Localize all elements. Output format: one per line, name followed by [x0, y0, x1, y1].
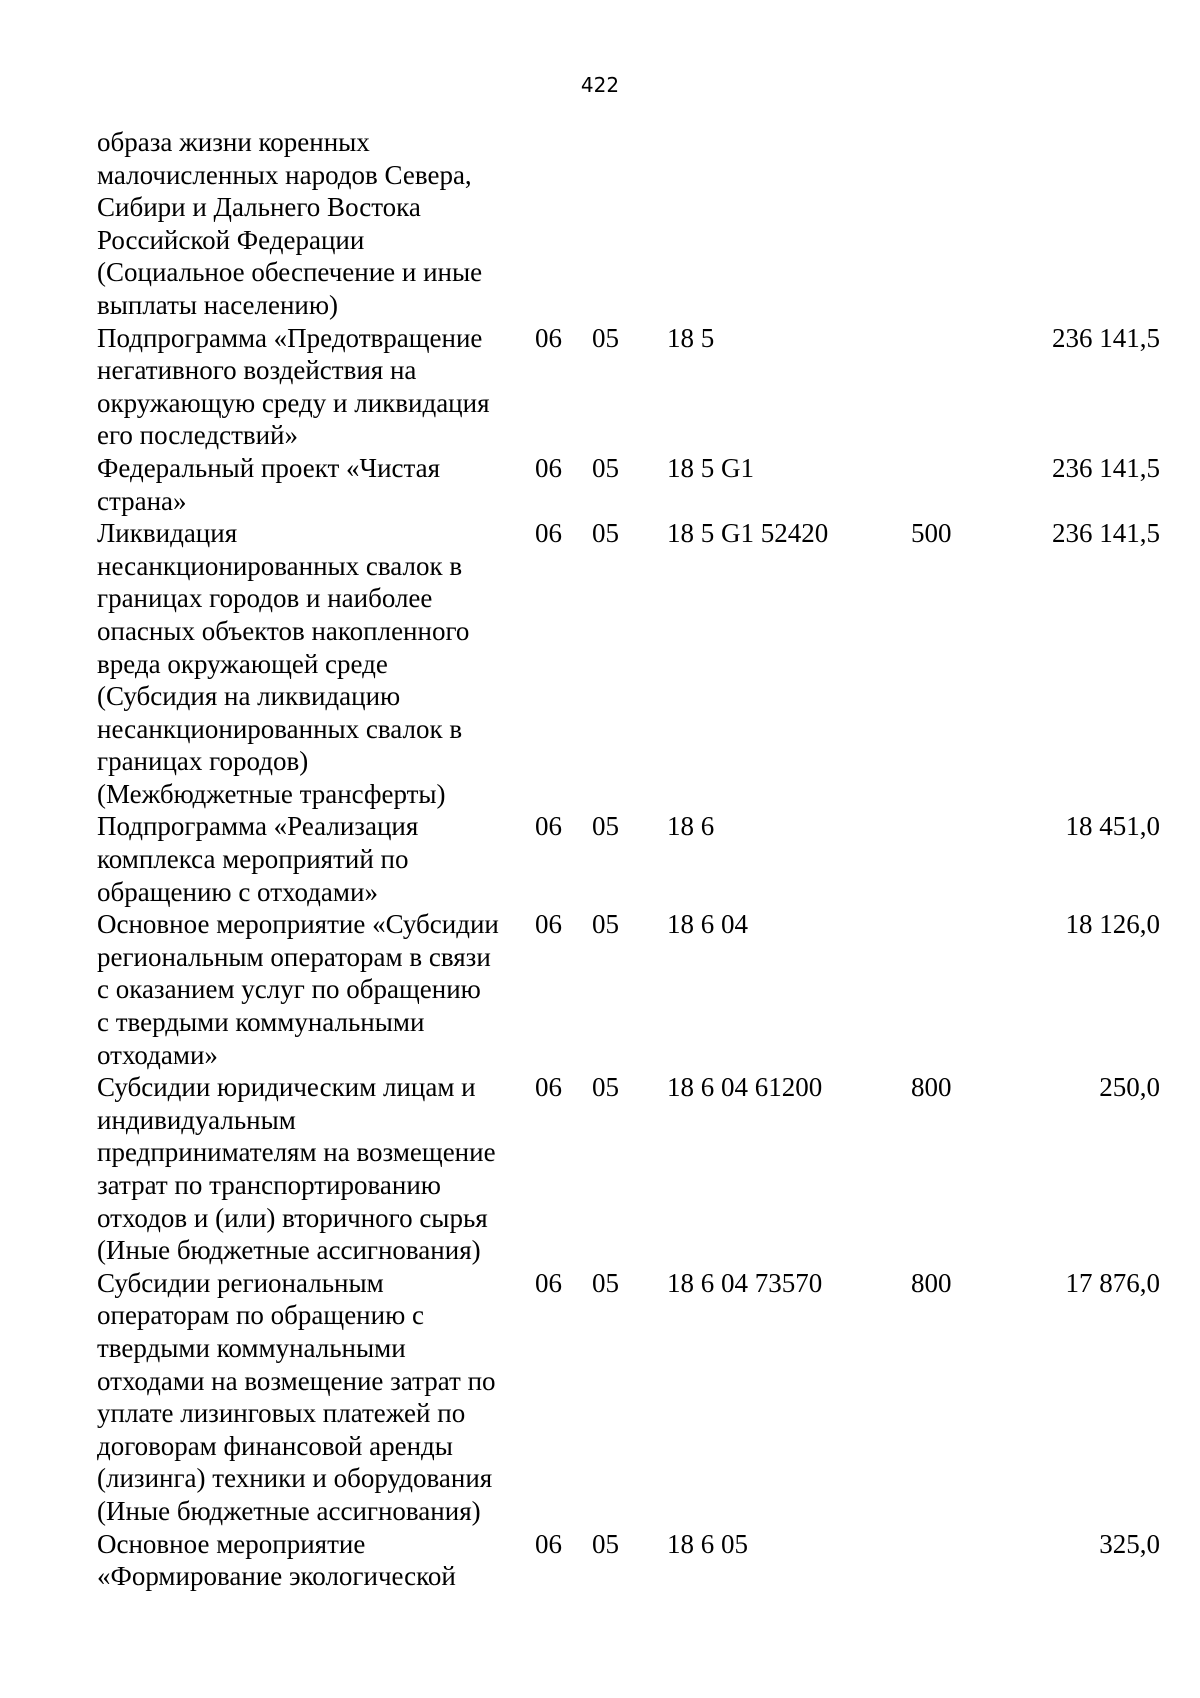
row-amount: 325,0 — [1099, 1528, 1160, 1559]
row-expense-type-code: 500 — [911, 518, 952, 549]
table-row — [97, 517, 1160, 810]
row-expense-type-code — [911, 452, 995, 517]
row-section-code: 06 — [535, 452, 562, 483]
row-section-code: 06 — [535, 518, 562, 549]
row-section-code: 06 — [535, 909, 562, 940]
row-expense-type-code — [911, 810, 995, 908]
row-name: образа жизни коренных малочисленных народов Севера, Сибири и Дальнего Востока Российской Федерации (Социальное обеспечение и иные выплаты населению) — [97, 127, 483, 320]
row-section-code: 06 — [535, 1267, 562, 1298]
row-expense-type-code — [911, 1528, 995, 1593]
row-amount: 18 126,0 — [1065, 909, 1160, 940]
row-subsection-code: 05 — [592, 909, 619, 940]
row-subsection-code: 05 — [592, 1267, 619, 1298]
row-amount: 18 451,0 — [1065, 811, 1160, 842]
row-amount: 236 141,5 — [1052, 518, 1160, 549]
row-expense-type-code: 800 — [911, 1072, 952, 1103]
table-row — [97, 1267, 1160, 1528]
row-name: Субсидии юридическим лицам и индивидуальным предпринимателям на возмещение затрат по транспортированию отходов и (или) вторичного сырья (Иные бюджетные ассигнования) — [97, 1072, 496, 1266]
row-name: Основное мероприятие «Формирование экологической — [97, 1528, 456, 1592]
row-subsection-code: 05 — [592, 1072, 619, 1103]
row-target-article-code: 18 6 04 — [667, 909, 748, 940]
table-row — [97, 322, 1160, 452]
table-row — [97, 1528, 1160, 1593]
row-name: Подпрограмма «Предотвращение негативного воздействия на окружающую среду и ликвидация его последствий» — [97, 322, 490, 451]
table-row — [97, 908, 1160, 1071]
row-amount: 236 141,5 — [1052, 452, 1160, 483]
row-subsection-code — [592, 126, 667, 322]
row-expense-type-code — [911, 126, 995, 322]
row-target-article-code: 18 5 G1 52420 — [667, 518, 829, 549]
row-section-code: 06 — [535, 1528, 562, 1559]
row-amount: 17 876,0 — [1065, 1267, 1160, 1298]
table-row — [97, 126, 1160, 322]
row-target-article-code: 18 5 G1 — [667, 452, 754, 483]
row-expense-type-code: 800 — [911, 1267, 952, 1298]
row-expense-type-code — [911, 322, 995, 452]
row-expense-type-code — [911, 908, 995, 1071]
row-subsection-code: 05 — [592, 518, 619, 549]
page-number: 422 — [580, 73, 620, 97]
row-target-article-code: 18 6 — [667, 811, 715, 842]
row-section-code: 06 — [535, 322, 562, 353]
row-subsection-code: 05 — [592, 1528, 619, 1559]
table-row — [97, 810, 1160, 908]
row-name: Подпрограмма «Реализация комплекса мероприятий по обращению с отходами» — [97, 811, 419, 907]
row-amount: 236 141,5 — [1052, 322, 1160, 353]
row-name: Федеральный проект «Чистая страна» — [97, 452, 441, 516]
row-target-article-code: 18 6 04 61200 — [667, 1072, 823, 1103]
row-target-article-code: 18 6 04 73570 — [667, 1267, 823, 1298]
budget-table — [97, 126, 1160, 1593]
row-section-code — [535, 126, 592, 322]
row-section-code: 06 — [535, 1072, 562, 1103]
row-subsection-code: 05 — [592, 322, 619, 353]
table-row — [97, 452, 1160, 517]
row-name: Ликвидация несанкционированных свалок в границах городов и наиболее опасных объектов накопленного вреда окружающей среде (Субсидия на ликвидацию несанкционированных свалок в границах городов) (Межбюджетные трансферты) — [97, 518, 470, 809]
row-section-code: 06 — [535, 811, 562, 842]
row-amount — [995, 126, 1160, 322]
table-row — [97, 1071, 1160, 1267]
row-subsection-code: 05 — [592, 811, 619, 842]
row-subsection-code: 05 — [592, 452, 619, 483]
row-name: Основное мероприятие «Субсидии региональным операторам в связи с оказанием услуг по обращению с твердыми коммунальными отходами» — [97, 909, 499, 1070]
row-amount: 250,0 — [1099, 1072, 1160, 1103]
row-target-article-code — [667, 126, 911, 322]
row-name: Субсидии региональным операторам по обращению с твердыми коммунальными отходами на возмещение затрат по уплате лизинговых платежей по договорам финансовой аренды (лизинга) техники и оборудования (Иные бюджетные ассигнования) — [97, 1267, 496, 1526]
row-target-article-code: 18 6 05 — [667, 1528, 748, 1559]
row-target-article-code: 18 5 — [667, 322, 715, 353]
